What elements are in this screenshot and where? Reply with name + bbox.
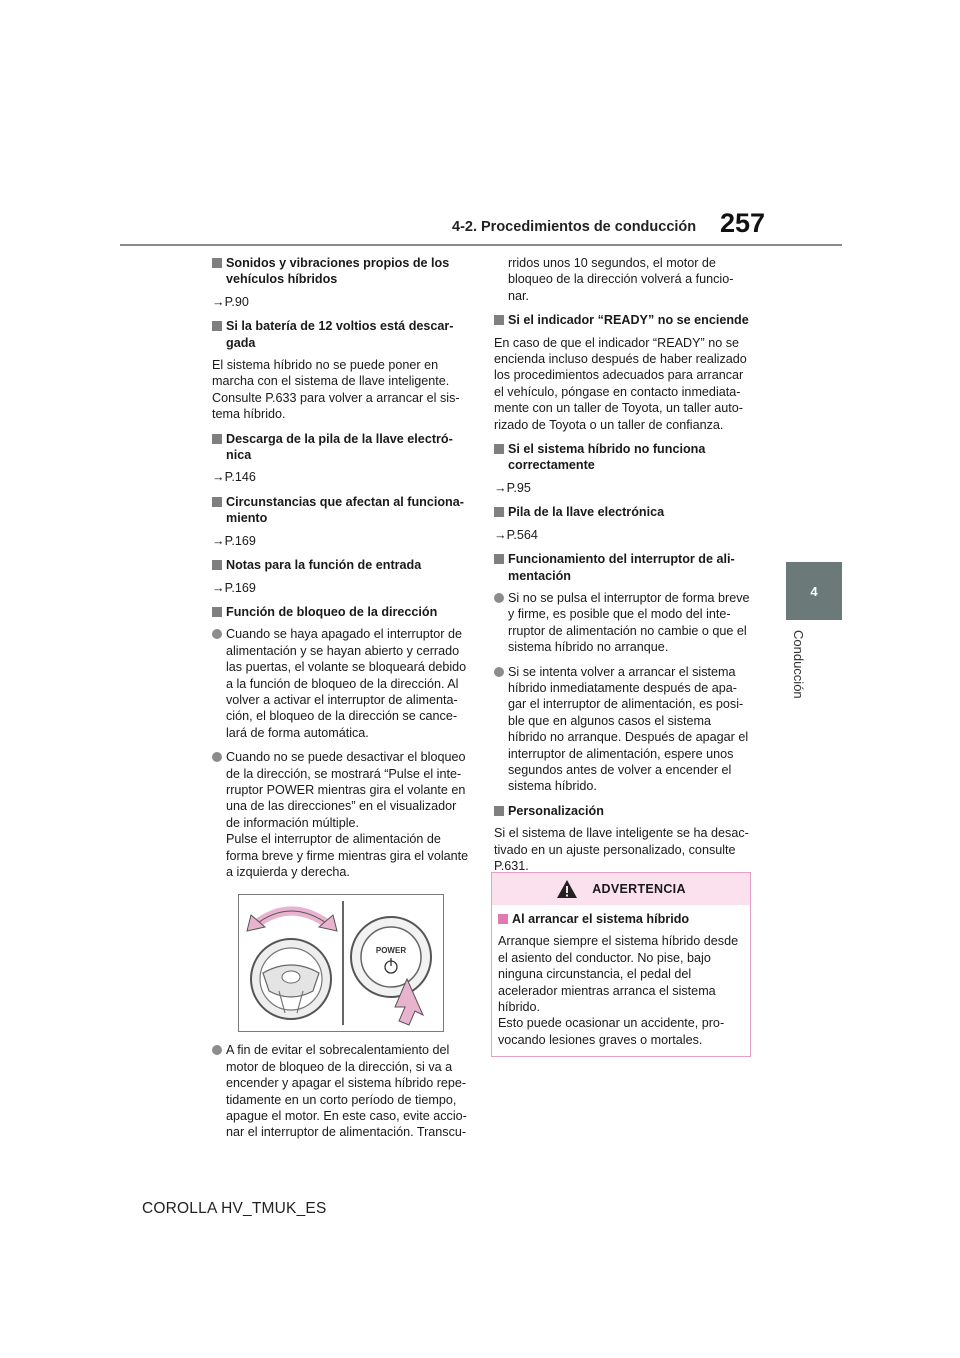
subheading-text: Si el indicador “READY” no se enciende	[508, 313, 749, 328]
page-reference: →P.564	[494, 527, 538, 542]
warning-body	[492, 905, 750, 1056]
subheading	[494, 803, 752, 819]
warning-text: Esto puede ocasionar un accidente, pro-vocando lesiones graves o mortales.	[498, 1016, 725, 1047]
subheading-text: Personalización	[508, 803, 604, 818]
square-bullet-icon	[494, 444, 504, 454]
subheading	[212, 604, 470, 620]
chapter-label-text: Conducción	[791, 630, 806, 699]
page-reference: →P.169	[212, 533, 256, 548]
chapter-tab: 4	[786, 562, 842, 620]
subheading	[494, 312, 752, 328]
square-bullet-icon	[212, 434, 222, 444]
warning-title: ADVERTENCIA	[592, 882, 686, 896]
round-bullet-icon	[212, 1045, 222, 1055]
paragraph: En caso de que el indicador “READY” no se encienda incluso después de haber realizado los procedimientos adecuados para arrancar el vehículo, póngase en contacto inmediata-mente con un taller de Toyota, un taller auto-rizado de Toyota o un taller de confianza.	[494, 335, 747, 432]
bullet-text: Cuando no se puede desactivar el bloqueo de la dirección, se mostrará “Pulse el inte-rruptor POWER mientras gira el volante en una de las direcciones” en el visualizador de información múltiple.	[226, 750, 466, 830]
power-label: POWER	[375, 946, 407, 956]
subheading-text: Si la batería de 12 voltios está descar-gada	[226, 319, 454, 350]
left-column	[212, 255, 470, 1149]
subheading	[494, 504, 752, 520]
bullet-item	[494, 590, 752, 656]
bullet-text: Pulse el interruptor de alimentación de forma breve y firme mientras gira el volante a izquierda y derecha.	[226, 832, 469, 879]
paragraph: El sistema híbrido no se puede poner en marcha con el sistema de llave inteligente. Consulte P.633 para volver a arrancar el sis-tema híbrido.	[212, 358, 460, 422]
subheading	[494, 551, 752, 584]
square-bullet-icon	[212, 497, 222, 507]
page-reference: →P.146	[212, 470, 256, 485]
subheading	[212, 494, 470, 527]
bullet-item	[212, 749, 470, 880]
warning-triangle-icon	[556, 879, 578, 899]
square-bullet-icon	[498, 914, 508, 924]
warning-subheading	[498, 911, 744, 927]
subheading	[212, 431, 470, 464]
subheading-text: Función de bloqueo de la dirección	[226, 604, 438, 619]
subheading	[212, 318, 470, 351]
chapter-label	[788, 630, 808, 730]
subheading	[494, 441, 752, 474]
paragraph: Si el sistema de llave inteligente se ha desac-tivado en un ajuste personalizado, consulte P.631.	[494, 826, 749, 873]
bullet-text: Si no se pulsa el interruptor de forma breve y firme, es posible que el modo del inte-rruptor de alimentación no cambie o que el sistema híbrido no arranque.	[508, 590, 750, 655]
square-bullet-icon	[212, 560, 222, 570]
power-button-icon	[361, 927, 421, 987]
footer-model: COROLLA HV_TMUK_ES	[142, 1200, 327, 1217]
subheading-text: Al arrancar el sistema híbrido	[512, 912, 690, 926]
subheading	[212, 557, 470, 573]
page-reference: →P.95	[494, 480, 531, 495]
round-bullet-icon	[494, 667, 504, 677]
continued-text: rridos unos 10 segundos, el motor de bloqueo de la dirección volverá a funcio-nar.	[508, 256, 734, 303]
section-title: 4-2. Procedimientos de conducción	[452, 219, 697, 235]
warning-box	[491, 872, 751, 1057]
page-reference: →P.169	[212, 580, 256, 595]
square-bullet-icon	[494, 315, 504, 325]
round-bullet-icon	[494, 593, 504, 603]
square-bullet-icon	[212, 258, 222, 268]
steering-wheel-illustration	[239, 895, 443, 1031]
subheading-text: Si el sistema híbrido no funciona correctamente	[508, 442, 706, 473]
bullet-text: Cuando se haya apagado el interruptor de alimentación y se hayan abierto y cerrado las puertas, el volante se bloqueará debido a la función de bloqueo de la dirección. Al volver a activar el interruptor de alimenta-ción, el bloqueo de la dirección se cance-lará de forma automática.	[226, 627, 467, 740]
right-column	[494, 255, 752, 882]
bullet-item	[494, 664, 752, 795]
round-bullet-icon	[212, 752, 222, 762]
header-rule	[120, 244, 842, 246]
bullet-item	[212, 626, 470, 741]
square-bullet-icon	[212, 321, 222, 331]
bullet-item	[212, 1042, 470, 1140]
subheading-text: Sonidos y vibraciones propios de los vehículos híbridos	[226, 256, 450, 287]
page-reference: →P.90	[212, 294, 249, 309]
round-bullet-icon	[212, 629, 222, 639]
subheading-text: Pila de la llave electrónica	[508, 505, 665, 520]
bullet-text: Si se intenta volver a arrancar el sistema híbrido inmediatamente después de apa-gar el interruptor de alimentación, es posi-ble que en algunos casos el sistema híbrido no arranque. Después de apagar el interruptor de alimentación, espere unos segundos antes de volver a encender el sistema híbrido.	[508, 664, 749, 794]
subheading	[212, 255, 470, 288]
subheading-text: Descarga de la pila de la llave electró-nica	[226, 431, 453, 463]
square-bullet-icon	[494, 554, 504, 564]
square-bullet-icon	[212, 607, 222, 617]
square-bullet-icon	[494, 507, 504, 517]
subheading-text: Notas para la función de entrada	[226, 558, 422, 573]
square-bullet-icon	[494, 806, 504, 816]
subheading-text: Funcionamiento del interruptor de ali-mentación	[508, 552, 735, 583]
warning-text: Arranque siempre el sistema híbrido desde el asiento del conductor. No pise, bajo ninguna circunstancia, el pedal del acelerador mientras arranca el sistema híbrido.	[498, 934, 739, 1015]
page-number: 257	[720, 208, 766, 238]
steering-power-figure	[238, 894, 444, 1032]
subheading-text: Circunstancias que afectan al funciona-miento	[226, 494, 464, 526]
warning-header	[492, 873, 750, 905]
bullet-text: A fin de evitar el sobrecalentamiento del motor de bloqueo de la dirección, si va a encender y apagar el sistema híbrido repe-tidamente en un corto período de tiempo, apague el motor. En este caso, evite accio-nar el interruptor de alimentación. Transcu-	[226, 1043, 467, 1140]
